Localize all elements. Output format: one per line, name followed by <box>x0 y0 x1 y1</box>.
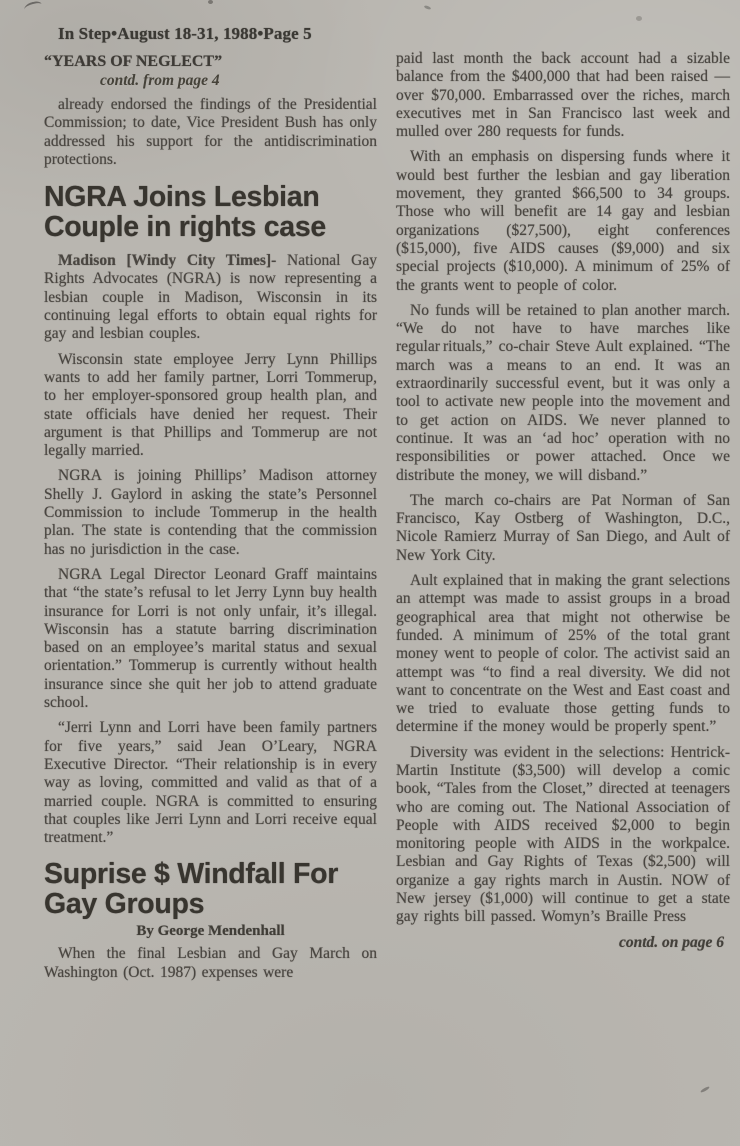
continued-story-title: “YEARS OF NEGLECT” <box>44 53 223 70</box>
paragraph: Wisconsin state employee Jerry Lynn Phillips wants to add her family partner, Lorri Tommerup, to her employer-sponsored group health plan, and state officials have denied her request. Their argument is that Phillips and Tommerup are not legally married. <box>44 350 377 460</box>
paragraph: NGRA Legal Director Leonard Graff maintains that “the state’s refusal to let Jerry Lynn buy health insurance for Lorri is not only unfair, it’s illegal. Wisconsin has a statute barring discrimination based on an employee’s marital status and sexual orientation.” Tommerup is currently without health insurance since she quit her job to attend graduate school. <box>44 565 377 712</box>
paragraph: NGRA is joining Phillips’ Madison attorney Shelly J. Gaylord in asking the state’s Personnel Commission to include Tommerup in the health plan. The state is contending that the commission has no jurisdiction in the case. <box>44 467 377 558</box>
paragraph: Diversity was evident in the selections: Hentrick-Martin Institute ($3,500) will develop a comic book, “Tales from the Closet,” directed at teenagers who are coming out. The National Association of People with AIDS received $2,000 to begin monitoring people with AIDS in the workpalce. Lesbian and Gay Rights of Texas ($2,500) will organize a gay rights march in Austin. NOW of New jersey ($1,000) will continue to get a state gay rights bill passed. Womyn’s Braille Press <box>396 743 730 926</box>
paragraph: When the final Lesbian and Gay March on Washington (Oct. 1987) expenses were <box>44 945 377 981</box>
article1-headline: NGRA Joins Lesbian Couple in rights case <box>44 181 326 244</box>
paragraph: With an emphasis on dispersing funds where it would best further the lesbian and gay liberation movement, they granted $66,500 to 34 groups. Those who will benefit are 14 gay and lesbian organizations ($27,500), eight conferences ($15,000), five AIDS causes ($9,000) and six special projects ($10,000). A minimum of 25% of the grants went to people of color. <box>396 148 730 294</box>
lead-text: National Gay Rights Advocates (NGRA) is now representing a lesbian couple in Madison, Wisconsin in its continuing legal efforts to obtain equal rights for gay and lesbian couples. <box>44 252 377 343</box>
paragraph: No funds will be retained to plan another march. “We do not have to have marches like regular rituals,” co-chair Steve Ault explained. “The march was a means to an end. It was an extraordinarily successful event, but it was only a tool to activate new people into the movement and to get action on AIDS. We never planned to continue. It was an ‘ad hoc’ operation with no responsibilities or power attached. Once we distribute the money, we will disband.” <box>396 301 730 484</box>
continuation-header <box>44 53 377 90</box>
paragraph: Ault explained that in making the grant selections an attempt was made to assist groups in a broad geographical area that might not otherwise be funded. A minimum of 25% of the total grant money went to people of color. The activist said an attempt was “to find a real diversity. We did not want to concentrate on the West and East coast and we tried to evaluate those getting funds to determine if the money would be properly spent.” <box>396 572 730 736</box>
continued-on-note: contd. on page 6 <box>618 933 724 951</box>
right-column <box>396 24 730 989</box>
paragraph: already endorsed the findings of the Presidential Commission; to date, Vice President Bush has only addressed his support for the antidiscrimination protections. <box>44 96 377 168</box>
masthead: In Step•August 18-31, 1988•Page 5 <box>58 24 312 43</box>
scan-artifact <box>700 1086 710 1094</box>
continued-from-note: contd. from page 4 <box>100 72 220 89</box>
paragraph: “Jerri Lynn and Lorri have been family partners for five years,” said Jean O’Leary, NGRA Executive Director. “Their relationship is in every way as loving, committed and valid as that of a married couple. NGRA is committed to ensuring that couples like Jerri Lynn and Lorri receive equal treatment.” <box>44 719 377 847</box>
paragraph: paid last month the back account had a sizable balance from the $400,000 that had been raised — over $70,000. Embarrassed over the riches, march executives met in San Francisco last week and mulled over 280 requests for funds. <box>396 50 730 141</box>
article2-headline: Suprise $ Windfall For Gay Groups <box>44 858 339 921</box>
article1-lead-paragraph <box>44 252 377 343</box>
dateline: Madison [Windy City Times]- <box>58 252 277 270</box>
paragraph: The march co-chairs are Pat Norman of San Francisco, Kay Ostberg of Washington, D.C., Nicole Ramierz Murray of San Diego, and Ault of New York City. <box>396 491 730 564</box>
byline: By George Mendenhall <box>136 923 285 940</box>
left-column <box>44 24 377 989</box>
